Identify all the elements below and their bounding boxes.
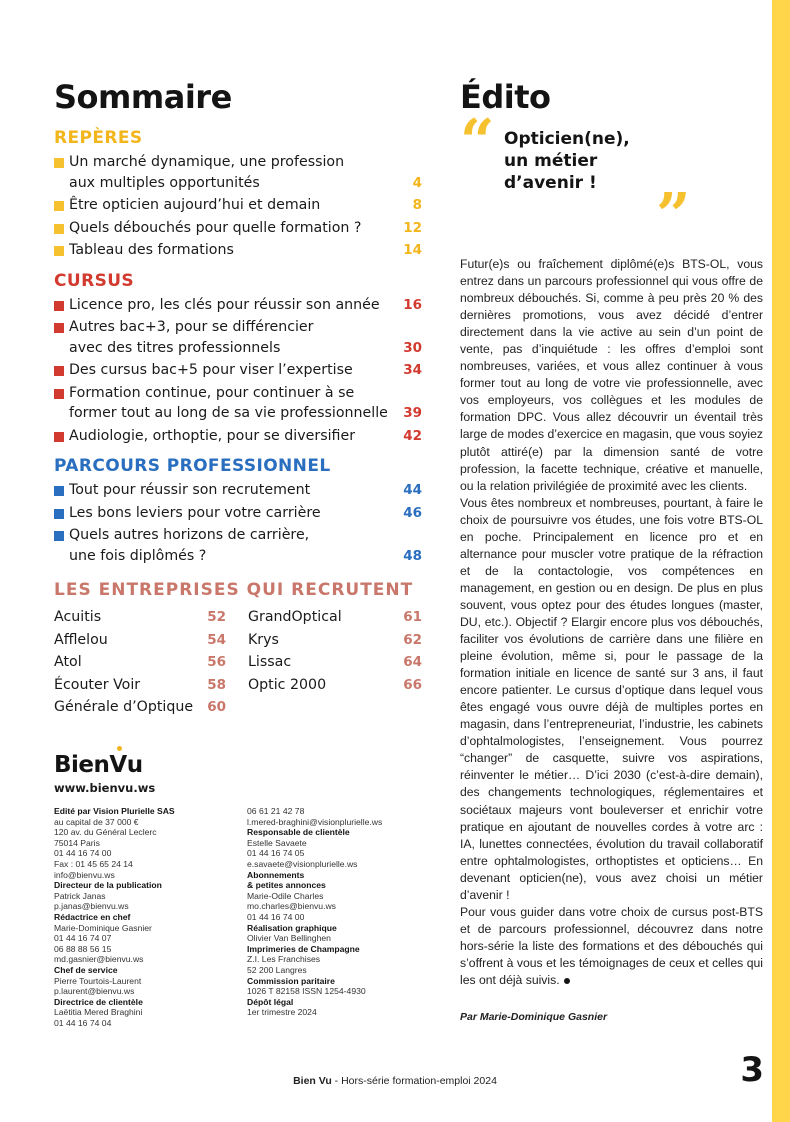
headline-line: Opticien(ne),	[504, 129, 630, 149]
masthead-line: 75014 Paris	[54, 837, 100, 848]
website-url: www.bienvu.ws	[54, 781, 156, 795]
company-page-number: 61	[403, 609, 422, 625]
masthead-line: 01 44 16 74 04	[54, 1017, 112, 1028]
toc-entry-label: Audiologie, orthoptie, pour se diversifier	[69, 427, 356, 444]
company-name: GrandOptical	[248, 609, 342, 625]
masthead-role: Directrice de clientèle	[54, 996, 143, 1007]
square-bullet-icon	[54, 389, 64, 399]
square-bullet-icon	[54, 323, 64, 333]
cursus-list	[54, 295, 426, 447]
toc-entry-label: avec des titres professionnels	[69, 339, 281, 356]
toc-entry-label: Être opticien aujourd’hui et demain	[69, 197, 321, 213]
edito-body	[460, 256, 763, 989]
yellow-edge-band	[772, 0, 790, 1122]
toc-entry-label: former tout au long de sa vie professionnelle	[69, 405, 388, 421]
square-bullet-icon	[54, 531, 64, 541]
masthead-role: Chef de service	[54, 964, 118, 975]
masthead-line: au capital de 37 000 €	[54, 816, 139, 827]
page-number: 3	[740, 1050, 764, 1090]
square-bullet-icon	[54, 158, 64, 168]
company-page-number: 52	[207, 609, 226, 625]
logo-dot-accent	[117, 746, 122, 751]
masthead-line: Patrick Janas	[54, 890, 106, 901]
open-quote-icon: “	[460, 107, 495, 177]
toc-entry[interactable]	[54, 426, 426, 447]
toc-page-number: 46	[403, 504, 422, 521]
companies-left-column	[54, 606, 248, 719]
masthead-line: mo.charles@bienvu.ws	[247, 901, 336, 912]
edito-title: Édito	[460, 78, 551, 116]
masthead-line: Z.I. Les Franchises	[247, 954, 321, 965]
masthead-role: Rédactrice en chef	[54, 911, 131, 922]
masthead-line: e.savaete@visionplurielle.ws	[247, 858, 358, 869]
toc-page-number: 4	[412, 174, 422, 191]
toc-entry[interactable]	[54, 383, 426, 424]
square-bullet-icon	[54, 432, 64, 442]
square-bullet-icon	[54, 246, 64, 256]
toc-entry-label: Tout pour réussir son recrutement	[69, 482, 311, 498]
company-entry[interactable]	[248, 629, 422, 652]
masthead-role: Abonnements	[247, 869, 305, 880]
edito-pull-quote	[460, 107, 763, 256]
company-name: Lissac	[248, 654, 292, 671]
masthead-line: 06 61 21 42 78	[247, 806, 305, 816]
toc-page-number: 34	[403, 362, 422, 378]
toc-page-number: 42	[403, 427, 422, 444]
masthead-role: Responsable de clientèle	[247, 827, 350, 838]
toc-entry-label: Quels débouchés pour quelle formation ?	[69, 219, 362, 236]
parcours-list	[54, 480, 426, 566]
masthead-role: Dépôt légal	[247, 996, 294, 1007]
masthead-role: Imprimeries de Champagne	[247, 943, 360, 954]
section-title-cursus: CURSUS	[54, 270, 135, 291]
toc-entry-label: Autres bac+3, pour se différencier	[69, 319, 314, 335]
square-bullet-icon	[54, 509, 64, 519]
toc-page-number: 30	[403, 339, 422, 356]
square-bullet-icon	[54, 224, 64, 234]
company-entry[interactable]	[248, 651, 422, 674]
toc-entry[interactable]	[54, 218, 426, 239]
edito-paragraph-text: Pour vous guider dans votre choix de cursus post-BTS et de parcours professionnel, découvrez dans notre hors-série la liste des formations et des débouchés qui s’offrent à vous et les témoignages de ceux et celles qui les ont déjà suivis.	[460, 904, 763, 987]
edito-paragraph	[460, 904, 763, 989]
company-name: Écouter Voir	[54, 676, 141, 693]
masthead-line: 01 44 16 74 00	[54, 848, 112, 859]
toc-page-number: 12	[403, 219, 422, 236]
company-page-number: 56	[207, 654, 226, 671]
masthead-line: 01 44 16 74 07	[54, 933, 112, 944]
close-quote-icon: ”	[656, 181, 691, 251]
toc-entry[interactable]	[54, 480, 426, 501]
masthead-line: 01 44 16 74 05	[247, 848, 305, 859]
masthead-line: 06 88 88 56 15	[54, 943, 112, 954]
toc-page-number: 48	[403, 547, 422, 564]
company-entry[interactable]	[54, 674, 226, 697]
square-bullet-icon	[54, 486, 64, 496]
masthead-line: 1026 T 82158 ISSN 1254-4930	[247, 986, 366, 997]
masthead-role: Commission paritaire	[247, 975, 335, 986]
masthead-line: 1er trimestre 2024	[247, 1007, 317, 1018]
masthead-line: l.mered-braghini@visionplurielle.ws	[247, 816, 383, 827]
masthead-line: 52 200 Langres	[247, 964, 307, 975]
masthead-line: Laëtitia Mered Braghini	[54, 1007, 143, 1018]
toc-entry-label: une fois diplômés ?	[69, 547, 207, 564]
edito-paragraph: Vous êtes nombreux et nombreuses, pourtant, à faire le choix de poursuivre vos études, une fois votre BTS-OL en poche. Principalement en licence pro et en alternance pour muscler votre pratique de la réfraction et de la contactologie, vos compétences en management, en gestion ou en design. De plus en plus souvent, vous optez pour des études longues (master, DU, etc.). Objectif ? Elargir encore plus vos débouchés, faciliter vos évolutions de carrière dans une filière en pleine évolution, même si, pour le passage de la formation initiale en licence de santé sur 3 ans, il faut encore patienter. Le cursus d’optique dans lequel vous êtes engagé vous ouvre déjà de multiples portes en magasin, dans l’entrepreneuriat, l’industrie, les cabinets d’ophtalmologistes, l’enseignement. Vous pourrez “changer” de casquette, suivre vos aspirations, réinventer le métier… D’ici 2030 (c’est-à-dire demain), des changements technologiques, réglementaires et sociétaux majeurs vont bouleverser et enrichir votre pratique en ajoutant de nouvelles cordes à votre arc : IA, lunettes connectées, évolution du travail collaboratif entre ophtalmologistes, orthoptistes et opticiens… En devenant opticien(ne), vous avez choisi un métier d’avenir !	[460, 495, 763, 902]
toc-entry-label: Un marché dynamique, une profession	[69, 154, 345, 170]
edito-byline: Par Marie-Dominique Gasnier	[460, 1011, 608, 1024]
company-name: Générale d’Optique	[54, 699, 194, 716]
masthead-line: 120 av. du Général Leclerc	[54, 827, 157, 838]
company-name: Atol	[54, 654, 82, 671]
toc-entry[interactable]	[54, 152, 426, 193]
toc-entry-label: Licence pro, les clés pour réussir son année	[69, 296, 380, 313]
masthead-line: Pierre Tourtois-Laurent	[54, 975, 142, 986]
toc-page-number: 8	[412, 197, 422, 213]
masthead-line: Olivier Van Bellinghen	[247, 933, 331, 944]
headline-line: d’avenir !	[504, 173, 597, 193]
masthead-line: Fax : 01 45 65 24 14	[54, 858, 133, 869]
companies-grid	[54, 606, 426, 719]
company-name: Acuitis	[54, 609, 102, 625]
toc-entry-label: Tableau des formations	[69, 242, 234, 258]
end-mark-icon	[564, 978, 570, 984]
masthead-column-1	[54, 806, 234, 1028]
company-page-number: 58	[207, 676, 226, 693]
reperes-list	[54, 152, 426, 261]
masthead-line: md.gasnier@bienvu.ws	[54, 954, 144, 965]
masthead-role: Edité par Vision Plurielle SAS	[54, 806, 175, 816]
section-title-parcours: PARCOURS PROFESSIONNEL	[54, 456, 331, 476]
toc-entry[interactable]	[54, 525, 426, 566]
footer-brand: Bien Vu	[293, 1075, 332, 1087]
sommaire-column	[54, 78, 426, 719]
page-footer	[0, 1075, 790, 1087]
toc-entry-label: Formation continue, pour continuer à se	[69, 384, 355, 401]
toc-page-number: 39	[403, 405, 422, 421]
company-entry[interactable]	[248, 674, 422, 697]
company-entry[interactable]	[54, 606, 226, 629]
company-name: Optic 2000	[248, 676, 327, 693]
toc-entry[interactable]	[54, 295, 426, 316]
masthead-line: info@bienvu.ws	[54, 869, 115, 880]
masthead-line: Marie-Dominique Gasnier	[54, 922, 152, 933]
toc-entry[interactable]	[54, 317, 426, 358]
masthead-line: 01 44 16 74 00	[247, 911, 305, 922]
edito-column	[460, 78, 763, 1023]
masthead-line: Estelle Savaete	[247, 837, 307, 848]
company-entry[interactable]	[54, 629, 226, 652]
company-page-number: 54	[207, 631, 226, 648]
masthead-line: p.laurent@bienvu.ws	[54, 986, 135, 997]
toc-entry[interactable]	[54, 503, 426, 524]
sommaire-title: Sommaire	[54, 78, 232, 116]
toc-entry-label: Quels autres horizons de carrière,	[69, 527, 310, 543]
square-bullet-icon	[54, 366, 64, 376]
edito-headline	[504, 128, 674, 194]
section-title-entreprises: LES ENTREPRISES QUI RECRUTENT	[54, 580, 414, 600]
companies-right-column	[248, 606, 426, 719]
square-bullet-icon	[54, 301, 64, 311]
masthead-line: Marie-Odile Charles	[247, 890, 324, 901]
toc-entry[interactable]	[54, 195, 426, 216]
headline-line: un métier	[504, 151, 598, 171]
toc-entry-label: aux multiples opportunités	[69, 174, 260, 191]
toc-page-number: 44	[403, 482, 422, 498]
company-entry[interactable]	[54, 651, 226, 674]
company-page-number: 60	[207, 699, 226, 716]
section-title-reperes: REPÈRES	[54, 128, 143, 148]
square-bullet-icon	[54, 201, 64, 211]
toc-entry-label: Les bons leviers pour votre carrière	[69, 504, 321, 521]
toc-entry-label: Des cursus bac+5 pour viser l’expertise	[69, 362, 353, 378]
masthead-role: Directeur de la publication	[54, 880, 162, 891]
company-entry[interactable]	[54, 696, 226, 719]
company-entry[interactable]	[248, 606, 422, 629]
toc-page-number: 14	[403, 242, 422, 258]
masthead-line: p.janas@bienvu.ws	[54, 901, 129, 912]
company-page-number: 62	[403, 631, 422, 648]
footer-text: - Hors-série formation-emploi 2024	[331, 1075, 497, 1087]
masthead-column-2	[247, 806, 427, 1018]
toc-entry[interactable]	[54, 360, 426, 381]
toc-entry[interactable]	[54, 240, 426, 261]
masthead-role: Réalisation graphique	[247, 922, 337, 933]
company-name: Krys	[248, 631, 279, 648]
toc-page-number: 16	[403, 296, 422, 313]
edito-paragraph: Futur(e)s ou fraîchement diplômé(e)s BTS-OL, vous entrez dans un parcours professionnel qui vous offre de nombreux débouchés. Si, comme à peu près 20 % des dernières promotions, vous avez décidé d’entrer directement dans la vie active au sein d’un point de vente, pas d’inquiétude : les offres d’emploi sont nombreuses, variées, et vous allez continuer à vous former tout au long de votre vie professionnelle, avec vos employeurs, vos collègues et les modules de formation DPC. Vous allez découvrir un éventail très large de modes d’exercice en magasin, que vous soyiez plutôt attiré(e) par la dimension santé de votre profession, la facette technique, créative et manuelle, ou la relation privilégiée de proximité avec les clients.	[460, 257, 763, 493]
masthead-role: & petites annonces	[247, 880, 326, 891]
company-page-number: 66	[403, 676, 422, 693]
bienvu-logo: BienV u	[54, 752, 143, 778]
company-name: Afflelou	[54, 631, 108, 648]
company-page-number: 64	[403, 654, 422, 671]
